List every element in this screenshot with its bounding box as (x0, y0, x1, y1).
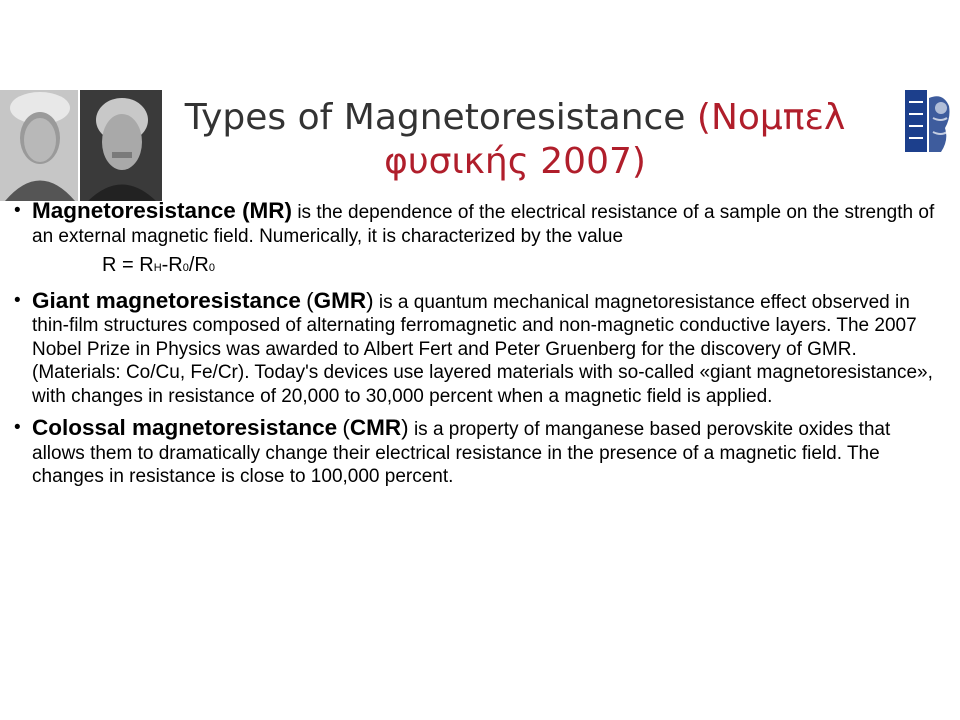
text-mr: is the dependence of the electrical resistance of a sample on the strength of an external magnetic field. Numerically, it is characterized by the value (32, 202, 935, 247)
slide-title (165, 96, 865, 184)
bullet-dot: • (14, 417, 21, 438)
demokritos-logo-icon (903, 88, 953, 154)
text-cmr: is a property of manganese based perovskite oxides that allows them to dramatically change their electrical resistance in the presence of a magnetic field. The changes in resistance is close to 100,000 percent. (32, 419, 891, 487)
portrait-image-2 (80, 90, 162, 201)
portrait-image-1 (0, 90, 78, 201)
abbr-cmr: CMR (349, 415, 402, 440)
portrait-photo-2 (80, 90, 162, 201)
bullet-dot: • (14, 289, 21, 311)
abbr-gmr: GMR (313, 287, 367, 313)
text-gmr: is a quantum mechanical magnetoresistance effect observed in thin-film structures composed of alternating ferromagnetic and non-magnetic conductive layers. The 2007 Nobel Prize in Physics was awarded to Albert Fert and Peter Gruenberg for the discovery of GMR.(Materials: Co/Cu, Fe/Cr). Today's devices use layered materials with so-called «giant magnetoresistance», with changes in resistance of 20,000 to 30,000 percent when a magnetic field is applied. (32, 291, 933, 407)
slide-body (14, 199, 944, 497)
term-gmr: Giant magnetoresistance (32, 287, 301, 313)
bullet-dot: • (14, 200, 21, 221)
title-highlight: (Νομπελ φυσικής 2007) (384, 97, 846, 182)
bullet-gmr: • Giant magnetoresistance (GMR) is a quantum mechanical magnetoresistance effect observed in thin-film structures composed of alternating ferromagnetic and non-magnetic conductive layers. The 2007 Nobel Prize in Physics was awarded to Albert Fert and Peter Gruenberg for the discovery of GMR.(Materials: Co/Cu, Fe/Cr). Today's devices use layered materials with so-called «giant magnetoresistance», with changes in resistance of 20,000 to 30,000 percent when a magnetic field is applied. (14, 287, 933, 407)
formula-mr: R = RH-R0/R0 (102, 254, 215, 276)
demokritos-logo (903, 88, 953, 154)
term-cmr: Colossal magnetoresistance (32, 415, 338, 440)
title-main: Types of Magnetoresistance (184, 97, 686, 138)
portrait-photo-1 (0, 90, 78, 201)
bullet-cmr: • Colossal magnetoresistance (CMR) is a property of manganese based perovskite oxides that allows them to dramatically change their electrical resistance in the presence of a magnetic field. The changes in resistance is close to 100,000 percent. (14, 415, 891, 487)
term-mr: Magnetoresistance (MR) (32, 198, 293, 223)
bullet-mr (14, 199, 944, 281)
